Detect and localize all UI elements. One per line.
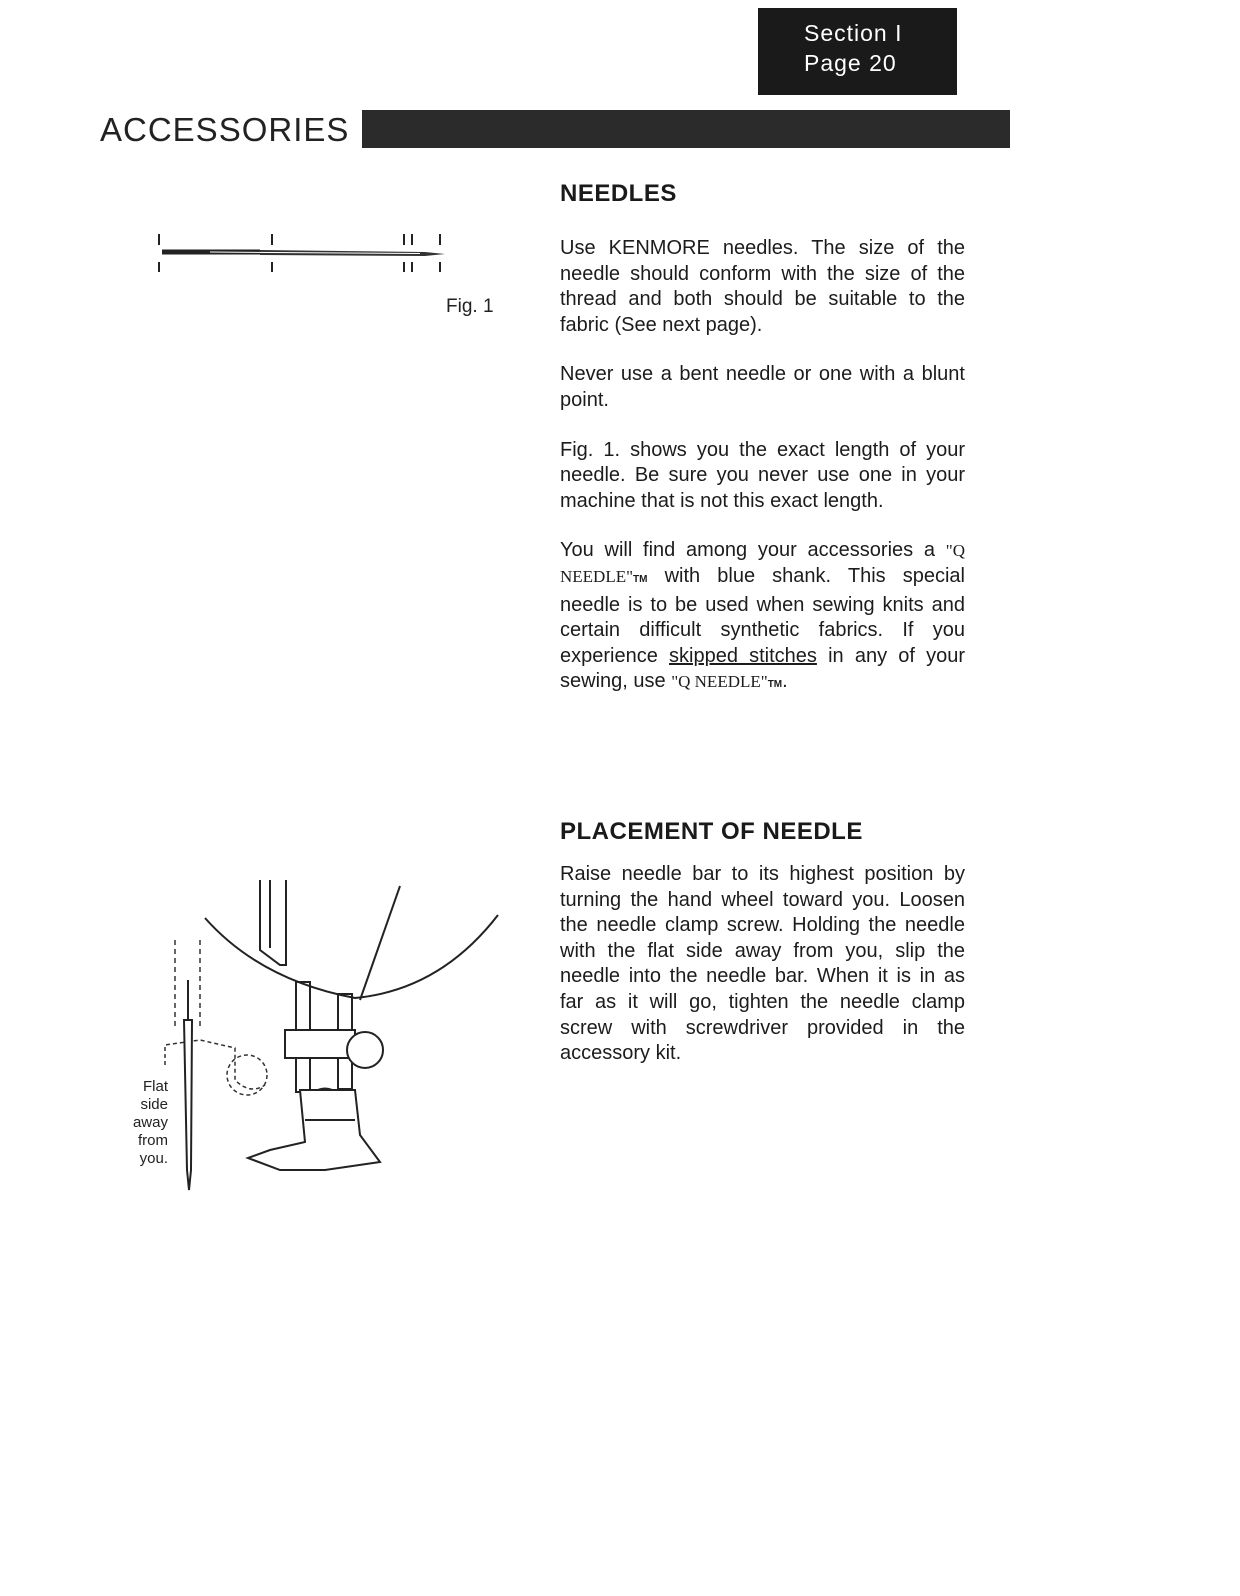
- machine-edge-line: [360, 886, 400, 1000]
- skipped-stitches-underlined: skipped stitches: [669, 644, 817, 667]
- q-needle-name: "Q NEEDLE": [671, 672, 768, 692]
- q-needle-name: "Q NEEDLE": [560, 541, 965, 586]
- section-label: Section I: [804, 20, 903, 46]
- needle-clamp: [285, 1030, 355, 1058]
- clamp-screw: [347, 1032, 383, 1068]
- sewing-machine-illustration: [110, 870, 510, 1230]
- trademark-mark: TM: [767, 679, 783, 691]
- needles-paragraph-4: You will find among your accessories a "Q NEEDLE"TM with blue shank. This special needle is to be used when sewing knits and certain difficult synthetic fabrics. If you experience skipped stitches in any of your sewing, use "Q NEEDLE"TM.: [560, 539, 965, 693]
- flat-side-label: Flat side away from you.: [132, 1078, 168, 1167]
- page-title: ACCESSORIES: [100, 111, 350, 148]
- page-label: Page 20: [804, 50, 897, 76]
- presser-bar-channel: [260, 880, 286, 965]
- loose-needle: [184, 1020, 192, 1190]
- needles-text: [560, 236, 965, 722]
- placement-heading: PLACEMENT OF NEEDLE: [560, 818, 863, 845]
- needles-heading: NEEDLES: [560, 180, 677, 207]
- title-row: [100, 106, 1010, 154]
- trademark-mark: TM: [633, 573, 648, 585]
- machine-head-outline: [205, 915, 498, 998]
- needles-paragraph-1: Use KENMORE needles. The size of the needle should conform with the size of the thread and both should be suitable to the fabric (See next page).: [560, 237, 965, 336]
- placement-text: [560, 862, 965, 1091]
- section-page-box: [758, 8, 957, 95]
- figure1-label: Fig. 1: [446, 296, 494, 317]
- title-bar: [362, 110, 1010, 148]
- placement-paragraph: Raise needle bar to its highest position by turning the hand wheel toward you. Loosen the needle clamp screw. Holding the needle with the flat side away from you, slip the needle into the needle bar. When it is in as far as it will go, tighten the needle clamp screw with screwdriver provided in the accessory kit.: [560, 863, 965, 1065]
- dashed-clamp-outline: [165, 1040, 265, 1089]
- presser-foot: [248, 1090, 380, 1170]
- needles-paragraph-2: Never use a bent needle or one with a blunt point.: [560, 363, 965, 411]
- needle-figure: [150, 228, 470, 288]
- dashed-screw-outline: [227, 1055, 267, 1095]
- needles-paragraph-3: Fig. 1. shows you the exact length of your needle. Be sure you never use one in your machine that is not this exact length.: [560, 438, 965, 512]
